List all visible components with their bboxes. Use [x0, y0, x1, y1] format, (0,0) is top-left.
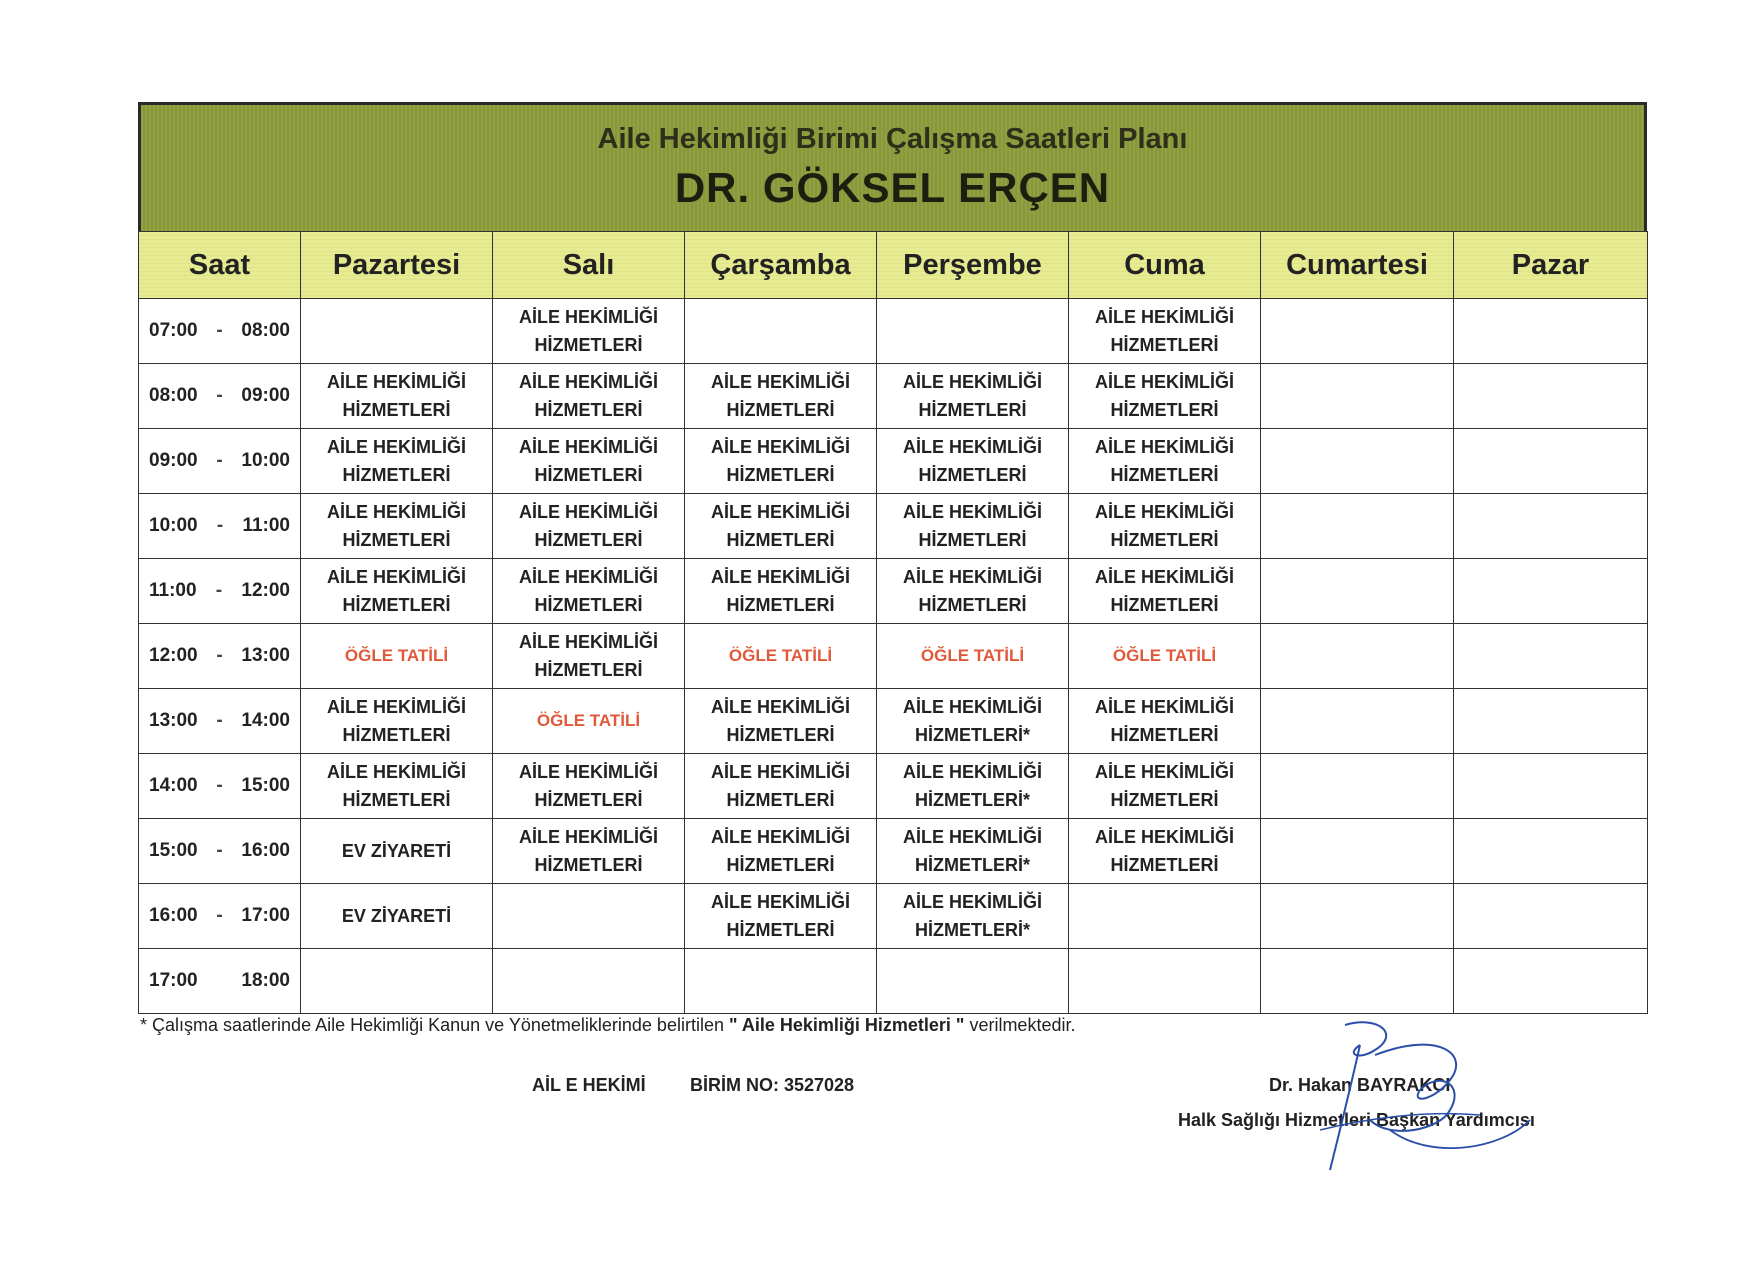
- table-row: [139, 884, 1648, 949]
- title-band: [138, 102, 1647, 231]
- schedule-cell: [1454, 299, 1648, 364]
- schedule-cell: [301, 949, 493, 1014]
- time-cell: [139, 624, 301, 689]
- column-header: Cuma: [1069, 232, 1261, 299]
- schedule-cell: [1261, 559, 1454, 624]
- schedule-cell: AİLE HEKİMLİĞİ HİZMETLERİ: [685, 884, 877, 949]
- schedule-cell: [493, 884, 685, 949]
- schedule-table: [138, 231, 1648, 1014]
- time-to: 12:00: [241, 580, 290, 601]
- time-cell: [139, 429, 301, 494]
- time-cell: [139, 819, 301, 884]
- schedule-cell: AİLE HEKİMLİĞİ HİZMETLERİ: [877, 364, 1069, 429]
- schedule-cell: [1261, 689, 1454, 754]
- time-to: 09:00: [241, 385, 290, 406]
- schedule-cell: AİLE HEKİMLİĞİ HİZMETLERİ: [877, 429, 1069, 494]
- time-to: 15:00: [241, 775, 290, 796]
- schedule-cell: [877, 299, 1069, 364]
- schedule-cell: AİLE HEKİMLİĞİ HİZMETLERİ: [685, 429, 877, 494]
- time-dash: -: [215, 580, 223, 601]
- schedule-cell: [685, 299, 877, 364]
- schedule-cell: AİLE HEKİMLİĞİ HİZMETLERİ: [1069, 494, 1261, 559]
- footnote-suffix: verilmektedir.: [964, 1015, 1076, 1035]
- schedule-cell: [1454, 494, 1648, 559]
- schedule-cell: [1454, 819, 1648, 884]
- time-to: 17:00: [241, 905, 290, 926]
- schedule-cell: ÖĞLE TATİLİ: [493, 689, 685, 754]
- schedule-cell: [1454, 559, 1648, 624]
- table-row: [139, 754, 1648, 819]
- schedule-cell: AİLE HEKİMLİĞİ HİZMETLERİ: [1069, 559, 1261, 624]
- column-header: Perşembe: [877, 232, 1069, 299]
- schedule-cell: AİLE HEKİMLİĞİ HİZMETLERİ: [1069, 754, 1261, 819]
- unit-label: AİL E HEKİMİ: [532, 1075, 646, 1095]
- schedule-cell: AİLE HEKİMLİĞİ HİZMETLERİ: [301, 364, 493, 429]
- column-header: Pazartesi: [301, 232, 493, 299]
- schedule-cell: [1261, 299, 1454, 364]
- schedule-cell: AİLE HEKİMLİĞİ HİZMETLERİ: [1069, 429, 1261, 494]
- schedule-cell: [1261, 884, 1454, 949]
- footnote-prefix: * Çalışma saatlerinde Aile Hekimliği Kanun ve Yönetmeliklerinde belirtilen: [140, 1015, 729, 1035]
- time-dash: -: [216, 775, 223, 796]
- schedule-cell: AİLE HEKİMLİĞİ HİZMETLERİ*: [877, 819, 1069, 884]
- table-row: [139, 494, 1648, 559]
- schedule-cell: ÖĞLE TATİLİ: [301, 624, 493, 689]
- schedule-cell: AİLE HEKİMLİĞİ HİZMETLERİ: [493, 429, 685, 494]
- time-to: 08:00: [241, 320, 290, 341]
- time-from: 15:00: [149, 840, 198, 861]
- time-cell: [139, 689, 301, 754]
- schedule-cell: AİLE HEKİMLİĞİ HİZMETLERİ: [493, 494, 685, 559]
- schedule-cell: AİLE HEKİMLİĞİ HİZMETLERİ*: [877, 689, 1069, 754]
- time-from: 17:00: [149, 970, 198, 991]
- schedule-cell: [1454, 624, 1648, 689]
- time-to: 13:00: [241, 645, 290, 666]
- time-dash: -: [216, 840, 223, 861]
- time-dash: -: [216, 710, 223, 731]
- time-cell: [139, 364, 301, 429]
- time-from: 10:00: [149, 515, 198, 536]
- time-from: 14:00: [149, 775, 198, 796]
- column-header: Çarşamba: [685, 232, 877, 299]
- schedule-cell: AİLE HEKİMLİĞİ HİZMETLERİ*: [877, 754, 1069, 819]
- time-dash: -: [216, 905, 223, 926]
- table-row: [139, 949, 1648, 1014]
- time-dash: -: [216, 450, 223, 471]
- schedule-cell: [1454, 364, 1648, 429]
- time-to: 11:00: [242, 515, 290, 536]
- schedule-cell: [1261, 364, 1454, 429]
- schedule-cell: EV ZİYARETİ: [301, 819, 493, 884]
- schedule-cell: [1454, 429, 1648, 494]
- column-header: Saat: [139, 232, 301, 299]
- schedule-cell: AİLE HEKİMLİĞİ HİZMETLERİ*: [877, 884, 1069, 949]
- schedule-cell: ÖĞLE TATİLİ: [877, 624, 1069, 689]
- footnote: [140, 1015, 1075, 1036]
- schedule-cell: AİLE HEKİMLİĞİ HİZMETLERİ: [685, 819, 877, 884]
- schedule-cell: AİLE HEKİMLİĞİ HİZMETLERİ: [1069, 299, 1261, 364]
- doctor-name: DR. GÖKSEL ERÇEN: [674, 164, 1111, 211]
- schedule-cell: AİLE HEKİMLİĞİ HİZMETLERİ: [877, 494, 1069, 559]
- time-cell: [139, 299, 301, 364]
- schedule-cell: [1261, 494, 1454, 559]
- schedule-cell: AİLE HEKİMLİĞİ HİZMETLERİ: [301, 754, 493, 819]
- schedule-cell: [1261, 819, 1454, 884]
- table-row: [139, 624, 1648, 689]
- table-row: [139, 429, 1648, 494]
- time-to: 10:00: [241, 450, 290, 471]
- schedule-cell: AİLE HEKİMLİĞİ HİZMETLERİ: [493, 559, 685, 624]
- signatory-title: Halk Sağlığı Hizmetleri Başkan Yardımcısı: [1178, 1110, 1535, 1130]
- time-from: 08:00: [149, 385, 198, 406]
- time-cell: [139, 559, 301, 624]
- schedule-cell: [1454, 884, 1648, 949]
- column-header: Pazar: [1454, 232, 1648, 299]
- schedule-cell: AİLE HEKİMLİĞİ HİZMETLERİ: [493, 819, 685, 884]
- time-from: 11:00: [149, 580, 197, 601]
- time-from: 13:00: [149, 710, 198, 731]
- schedule-cell: [1261, 624, 1454, 689]
- schedule-cell: AİLE HEKİMLİĞİ HİZMETLERİ: [493, 754, 685, 819]
- time-cell: [139, 754, 301, 819]
- signatory-name: Dr. Hakan BAYRAKCI: [1269, 1075, 1451, 1095]
- time-from: 16:00: [149, 905, 198, 926]
- schedule-sheet: [138, 102, 1647, 1014]
- schedule-cell: [1261, 754, 1454, 819]
- time-cell: [139, 949, 301, 1014]
- handwritten-signature: [1300, 1010, 1550, 1180]
- schedule-cell: AİLE HEKİMLİĞİ HİZMETLERİ: [685, 494, 877, 559]
- schedule-cell: [1261, 949, 1454, 1014]
- time-dash: -: [216, 515, 224, 536]
- table-row: [139, 689, 1648, 754]
- schedule-cell: AİLE HEKİMLİĞİ HİZMETLERİ: [685, 754, 877, 819]
- time-from: 09:00: [149, 450, 198, 471]
- schedule-cell: [1454, 949, 1648, 1014]
- time-from: 12:00: [149, 645, 198, 666]
- schedule-cell: AİLE HEKİMLİĞİ HİZMETLERİ: [685, 689, 877, 754]
- time-to: 16:00: [241, 840, 290, 861]
- schedule-cell: [1069, 884, 1261, 949]
- schedule-cell: AİLE HEKİMLİĞİ HİZMETLERİ: [877, 559, 1069, 624]
- table-row: [139, 299, 1648, 364]
- time-to: 18:00: [241, 970, 290, 991]
- table-row: [139, 819, 1648, 884]
- time-dash: -: [216, 645, 223, 666]
- schedule-cell: AİLE HEKİMLİĞİ HİZMETLERİ: [1069, 819, 1261, 884]
- schedule-cell: AİLE HEKİMLİĞİ HİZMETLERİ: [301, 689, 493, 754]
- schedule-cell: [301, 299, 493, 364]
- schedule-cell: AİLE HEKİMLİĞİ HİZMETLERİ: [685, 364, 877, 429]
- schedule-cell: AİLE HEKİMLİĞİ HİZMETLERİ: [1069, 364, 1261, 429]
- schedule-cell: [685, 949, 877, 1014]
- footnote-bold: " Aile Hekimliği Hizmetleri ": [728, 1015, 965, 1035]
- schedule-cell: [1454, 754, 1648, 819]
- schedule-cell: AİLE HEKİMLİĞİ HİZMETLERİ: [301, 559, 493, 624]
- schedule-cell: ÖĞLE TATİLİ: [685, 624, 877, 689]
- schedule-cell: AİLE HEKİMLİĞİ HİZMETLERİ: [1069, 689, 1261, 754]
- table-header-row: [139, 232, 1648, 299]
- schedule-cell: [493, 949, 685, 1014]
- schedule-cell: [1261, 429, 1454, 494]
- table-row: [139, 364, 1648, 429]
- schedule-cell: AİLE HEKİMLİĞİ HİZMETLERİ: [493, 364, 685, 429]
- page-title: Aile Hekimliği Birimi Çalışma Saatleri Planı: [597, 123, 1188, 155]
- schedule-cell: AİLE HEKİMLİĞİ HİZMETLERİ: [493, 299, 685, 364]
- time-dash: -: [216, 385, 223, 406]
- unit-number: BİRİM NO: 3527028: [690, 1075, 855, 1095]
- time-cell: [139, 884, 301, 949]
- table-row: [139, 559, 1648, 624]
- schedule-cell: AİLE HEKİMLİĞİ HİZMETLERİ: [301, 429, 493, 494]
- time-dash: -: [216, 320, 223, 341]
- schedule-cell: ÖĞLE TATİLİ: [1069, 624, 1261, 689]
- column-header: Cumartesi: [1261, 232, 1454, 299]
- column-header: Salı: [493, 232, 685, 299]
- time-to: 14:00: [241, 710, 290, 731]
- schedule-cell: [877, 949, 1069, 1014]
- schedule-cell: [1454, 689, 1648, 754]
- schedule-cell: EV ZİYARETİ: [301, 884, 493, 949]
- time-from: 07:00: [149, 320, 198, 341]
- schedule-cell: [1069, 949, 1261, 1014]
- table-body: [139, 299, 1648, 1014]
- schedule-cell: AİLE HEKİMLİĞİ HİZMETLERİ: [685, 559, 877, 624]
- schedule-cell: AİLE HEKİMLİĞİ HİZMETLERİ: [493, 624, 685, 689]
- time-cell: [139, 494, 301, 559]
- schedule-cell: AİLE HEKİMLİĞİ HİZMETLERİ: [301, 494, 493, 559]
